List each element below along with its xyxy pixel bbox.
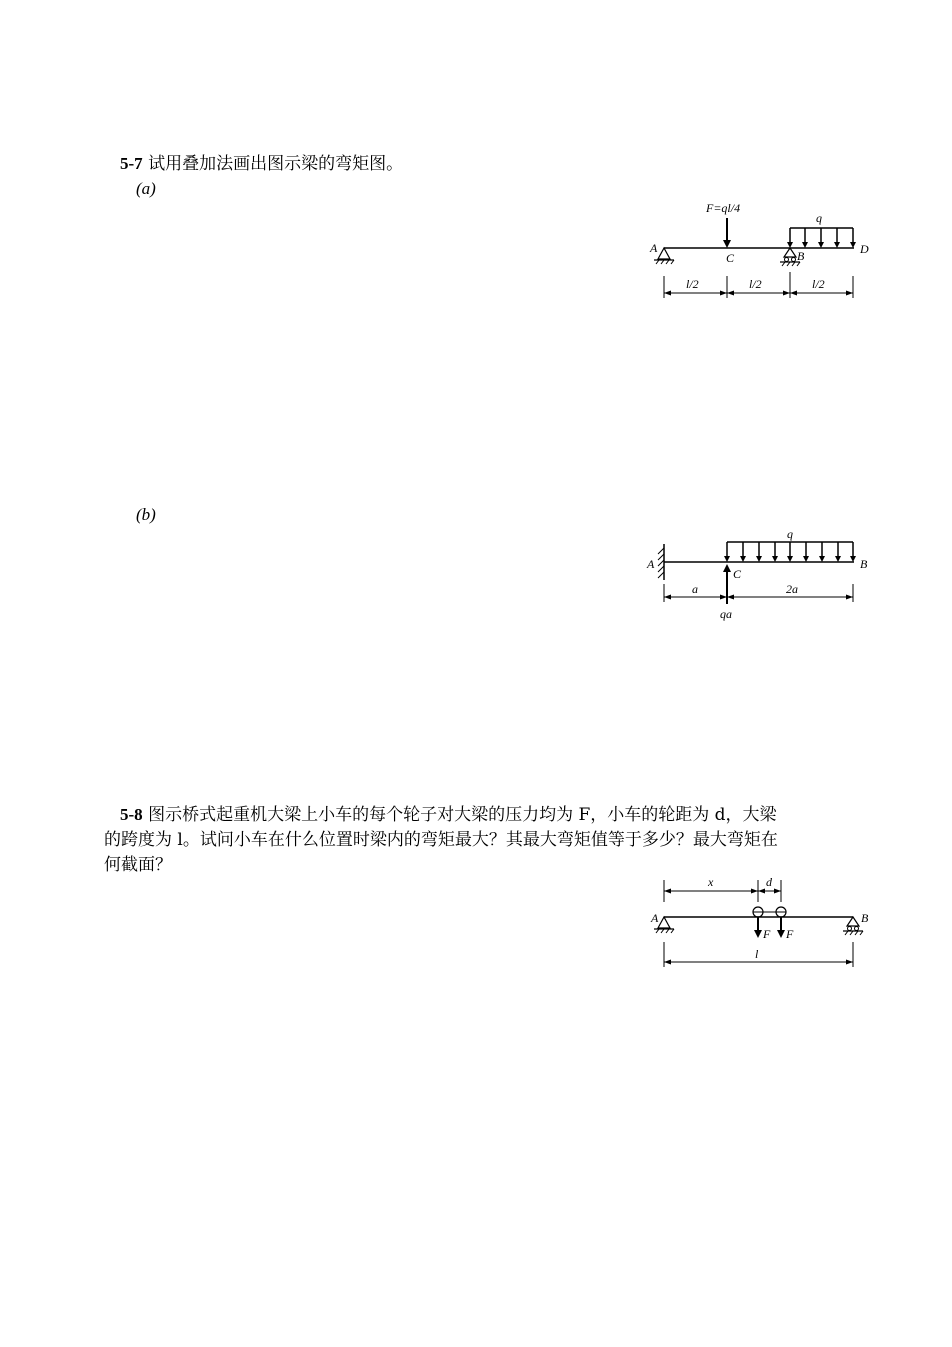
label-F-2: F	[786, 927, 794, 941]
problem-number: 5-8	[120, 805, 143, 824]
label-F-1: F	[763, 927, 771, 941]
problem-5-8-line-2: 的跨度为 l。试问小车在什么位置时梁内的弯矩最大？其最大弯矩值等于多少？最大弯矩在	[104, 830, 778, 850]
label-qa: qa	[720, 607, 732, 621]
subfigure-label-b: (b)	[136, 505, 156, 524]
problem-text: 试用叠加法画出图示梁的弯矩图。	[148, 154, 404, 174]
dim-label-l: l	[755, 947, 759, 961]
subfigure-label-a: (a)	[136, 179, 156, 198]
label-B: B	[861, 911, 869, 925]
label-q: q	[787, 527, 793, 541]
problem-5-8-line-1: 5-8 图示桥式起重机大梁上小车的每个轮子对大梁的压力均为 F，小车的轮距为 d，大梁	[120, 805, 777, 825]
problem-number: 5-7	[120, 154, 143, 173]
label-C: C	[733, 567, 742, 581]
figure-b-cantilever	[640, 522, 880, 622]
label-C: C	[726, 251, 735, 265]
dim-label-3: l/2	[812, 277, 825, 291]
label-B: B	[860, 557, 868, 571]
figure-a-beam	[640, 198, 880, 308]
figure-crane-beam	[640, 872, 880, 972]
label-D: D	[860, 242, 869, 256]
label-A: A	[651, 911, 659, 925]
dim-label-d: d	[766, 875, 772, 889]
dim-label-2a: 2a	[786, 582, 798, 596]
label-A: A	[647, 557, 655, 571]
label-B: B	[797, 249, 805, 263]
problem-5-8-line-3: 何截面？	[104, 855, 172, 875]
dim-label-1: l/2	[686, 277, 699, 291]
dim-label-2: l/2	[749, 277, 762, 291]
label-force-F: F=ql/4	[706, 201, 741, 215]
dim-label-x: x	[708, 875, 714, 889]
problem-5-7-heading	[120, 153, 403, 175]
label-q: q	[816, 211, 822, 225]
label-A: A	[650, 241, 658, 255]
dim-label-a: a	[692, 582, 698, 596]
